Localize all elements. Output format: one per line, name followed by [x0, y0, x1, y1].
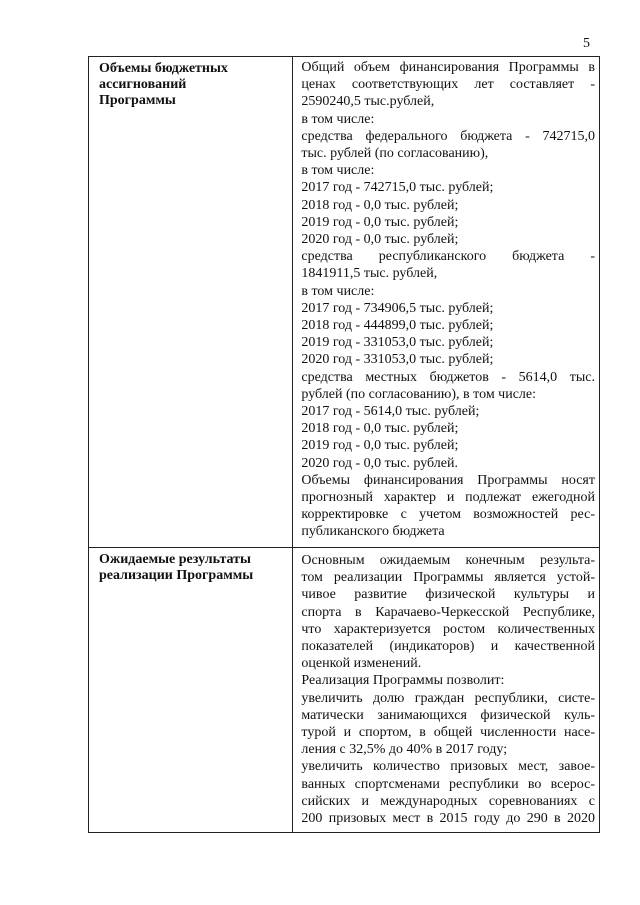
content-line: что характеризуется ростом количественных [301, 621, 595, 637]
content-line: прогнозный характер и подлежат ежегодной [301, 490, 595, 506]
content-line: 2020 год - 0,0 тыс. рублей; [301, 232, 459, 248]
row-content [293, 57, 599, 545]
content-line: оценкой изменений. [301, 656, 422, 672]
row-label-line: Программы [99, 93, 176, 108]
budget-content-cell [293, 57, 600, 548]
content-line: 2017 год - 5614,0 тыс. рублей; [301, 404, 480, 420]
passport-table [88, 56, 600, 833]
table-row-results [89, 548, 600, 833]
content-line: 2017 год - 742715,0 тыс. рублей; [301, 180, 494, 196]
content-line: в том числе: [301, 111, 375, 127]
content-line: том реализации Программы является устой- [301, 570, 595, 586]
row-label-line: ассигнований [99, 77, 187, 92]
results-label-cell [89, 548, 293, 833]
content-line: Объемы финансирования Программы носят [301, 472, 595, 488]
page-number: 5 [583, 36, 590, 51]
content-line: рублей (по согласованию), в том числе: [301, 386, 537, 402]
content-line: чивое развитие физической культуры и [301, 587, 595, 603]
content-line: 2020 год - 0,0 тыс. рублей. [301, 455, 459, 471]
row-label [89, 548, 292, 584]
row-label [89, 57, 292, 109]
content-line: 2020 год - 331053,0 тыс. рублей; [301, 352, 494, 368]
content-line: 2019 год - 331053,0 тыс. рублей; [301, 335, 494, 351]
content-line: ления с 32,5% до 40% в 2017 году; [301, 742, 508, 758]
content-line: матически занимающихся физической куль- [301, 707, 595, 723]
content-line: 2019 год - 0,0 тыс. рублей; [301, 214, 459, 230]
content-line: 2017 год - 734906,5 тыс. рублей; [301, 300, 494, 316]
content-line: 2018 год - 0,0 тыс. рублей; [301, 421, 459, 437]
results-content-cell [293, 548, 600, 833]
content-line: увеличить количество призовых мест, завое- [301, 759, 595, 775]
content-line: 2018 год - 0,0 тыс. рублей; [301, 197, 459, 213]
content-line: 2590240,5 тыс.рублей, [301, 94, 435, 110]
budget-label-cell [89, 57, 293, 548]
content-line: публиканского бюджета [301, 524, 445, 540]
content-line: средства республиканского бюджета - [301, 249, 595, 265]
content-line: Основным ожидаемым конечным результа- [301, 553, 595, 568]
row-label-line: реализации Программы [99, 568, 254, 583]
content-line: в том числе: [301, 163, 375, 179]
content-line: Общий объем финансирования Программы в [301, 60, 595, 75]
content-line: ванных спортсменами республики во всерос- [301, 776, 595, 792]
content-line: средства местных бюджетов - 5614,0 тыс. [301, 369, 595, 385]
row-content [293, 548, 599, 831]
content-line: в том числе: [301, 283, 375, 299]
table-row-budget [89, 57, 600, 548]
content-line: увеличить долю граждан республики, систе- [301, 690, 595, 706]
content-line: 2018 год - 444899,0 тыс. рублей; [301, 318, 494, 334]
row-label-line: Объемы бюджетных [99, 61, 228, 76]
row-label-line: Ожидаемые результаты [99, 552, 251, 567]
content-line: 1841911,5 тыс. рублей, [301, 266, 438, 282]
content-line: Реализация Программы позволит: [301, 673, 505, 689]
content-line: тыс. рублей (по согласованию), [301, 146, 489, 162]
content-line: сийских и международных соревнованиях с [301, 793, 595, 809]
content-line: турой и спортом, в общей численности насе- [301, 725, 595, 741]
content-line: 2019 год - 0,0 тыс. рублей; [301, 438, 459, 454]
content-line: 200 призовых мест в 2015 году до 290 в 2020 [301, 811, 595, 827]
content-line: спорта в Карачаево-Черкесской Республике, [301, 604, 595, 620]
content-line: средства федерального бюджета - 742715,0 [301, 128, 595, 144]
content-line: корректировке с учетом возможностей рес- [301, 507, 595, 523]
content-line: показателей (индикаторов) и качественной [301, 639, 595, 655]
content-line: ценах соответствующих лет составляет - [301, 77, 595, 93]
